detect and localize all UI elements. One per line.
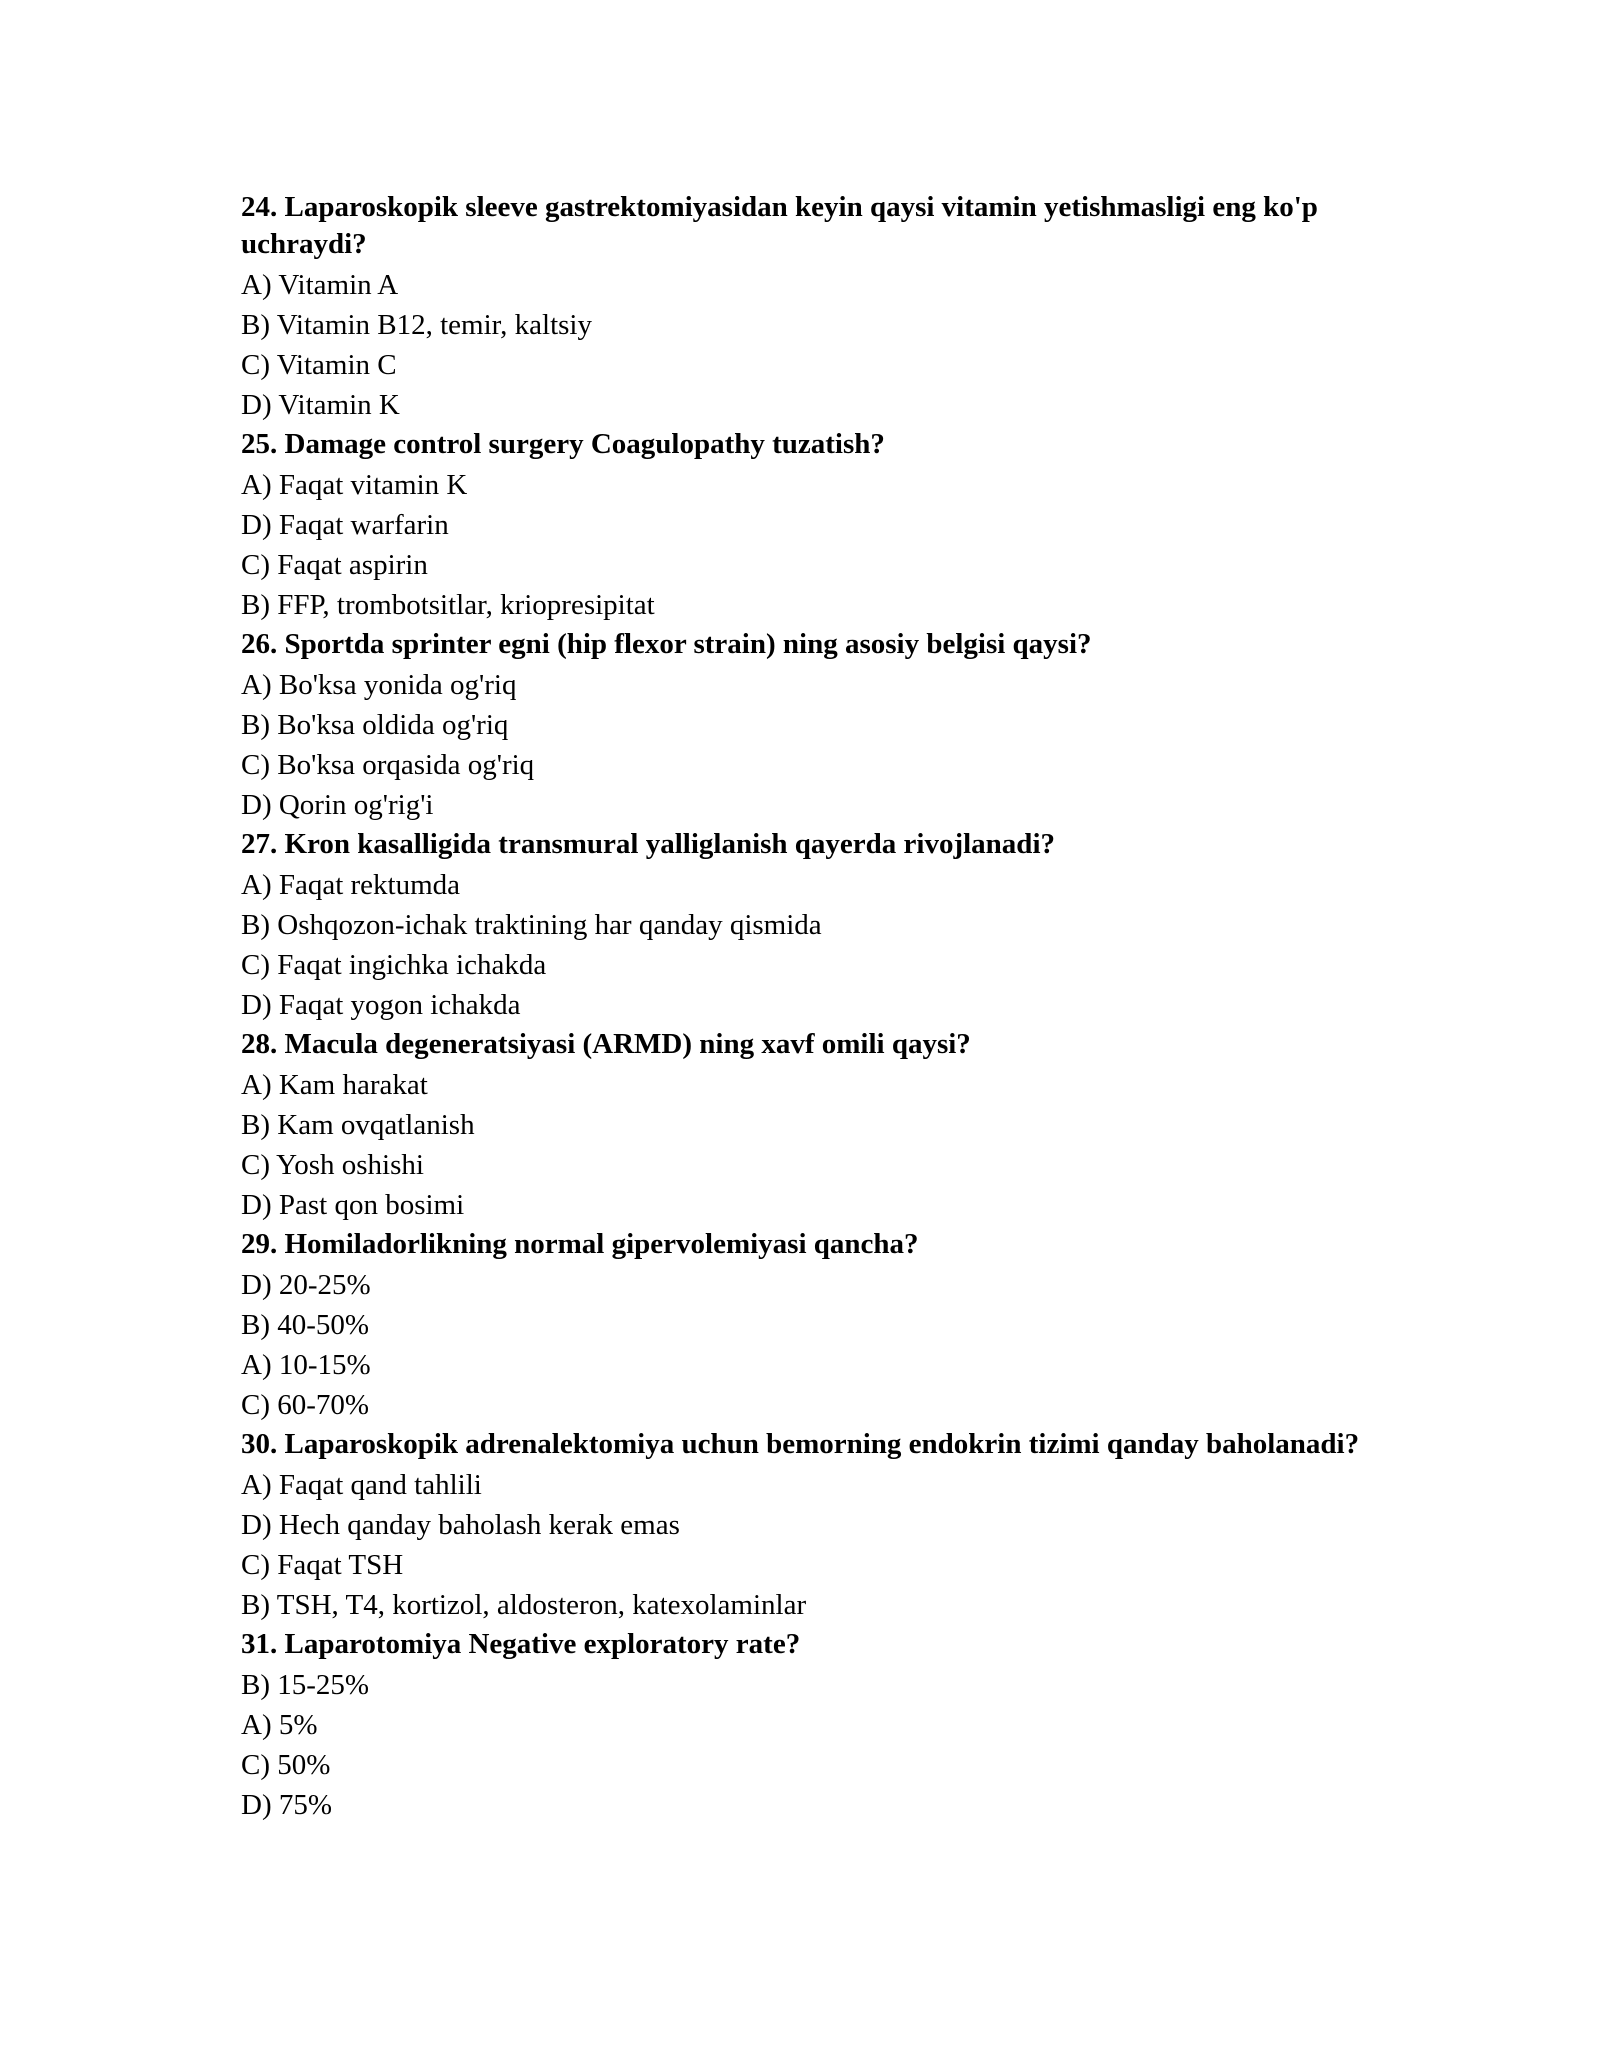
question-block bbox=[241, 1625, 1441, 1825]
answer-option: D) Faqat yogon ichakda bbox=[241, 989, 521, 1021]
answer-option: D) Vitamin K bbox=[241, 389, 400, 421]
question-title: 25. Damage control surgery Coagulopathy tuzatish? bbox=[241, 428, 885, 460]
answer-option: C) 50% bbox=[241, 1749, 331, 1781]
answer-option: A) Vitamin A bbox=[241, 269, 399, 301]
answer-option: D) Qorin og'rig'i bbox=[241, 789, 434, 821]
question-title: 31. Laparotomiya Negative exploratory rate? bbox=[241, 1628, 801, 1660]
answer-option: D) Hech qanday baholash kerak emas bbox=[241, 1509, 680, 1541]
answer-option: B) Bo'ksa oldida og'riq bbox=[241, 709, 509, 741]
answer-option: B) 15-25% bbox=[241, 1669, 370, 1701]
answer-option: C) 60-70% bbox=[241, 1389, 370, 1421]
answer-option: D) Past qon bosimi bbox=[241, 1189, 465, 1221]
question-block bbox=[241, 625, 1441, 825]
answer-option: A) 5% bbox=[241, 1709, 318, 1741]
answer-option: A) 10-15% bbox=[241, 1349, 371, 1381]
answer-option: B) Vitamin B12, temir, kaltsiy bbox=[241, 309, 592, 341]
answer-option: A) Faqat vitamin K bbox=[241, 469, 468, 501]
answer-option: B) Kam ovqatlanish bbox=[241, 1109, 475, 1141]
question-title: 29. Homiladorlikning normal gipervolemiyasi qancha? bbox=[241, 1228, 919, 1260]
question-block bbox=[241, 425, 1441, 625]
answer-option: A) Kam harakat bbox=[241, 1069, 428, 1101]
question-title: 26. Sportda sprinter egni (hip flexor strain) ning asosiy belgisi qaysi? bbox=[241, 628, 1092, 660]
answer-option: D) Faqat warfarin bbox=[241, 509, 449, 541]
question-block bbox=[241, 1425, 1441, 1625]
answer-option: C) Faqat aspirin bbox=[241, 549, 428, 581]
question-title: 27. Kron kasalligida transmural yalliglanish qayerda rivojlanadi? bbox=[241, 828, 1055, 860]
answer-option: B) 40-50% bbox=[241, 1309, 370, 1341]
answer-option: C) Bo'ksa orqasida og'riq bbox=[241, 749, 535, 781]
question-block bbox=[241, 1025, 1441, 1225]
answer-option: B) FFP, trombotsitlar, kriopresipitat bbox=[241, 589, 655, 621]
question-block bbox=[241, 825, 1441, 1025]
answer-option: C) Faqat TSH bbox=[241, 1549, 404, 1581]
question-block bbox=[241, 1225, 1441, 1425]
document-page bbox=[241, 188, 1441, 1825]
answer-option: C) Vitamin C bbox=[241, 349, 397, 381]
answer-option: D) 75% bbox=[241, 1789, 333, 1821]
answer-option: B) Oshqozon-ichak traktining har qanday qismida bbox=[241, 909, 822, 941]
question-title: 30. Laparoskopik adrenalektomiya uchun bemorning endokrin tizimi qanday baholanadi? bbox=[241, 1428, 1360, 1460]
answer-option: B) TSH, T4, kortizol, aldosteron, katexolaminlar bbox=[241, 1589, 807, 1621]
answer-option: C) Faqat ingichka ichakda bbox=[241, 949, 547, 981]
answer-option: A) Faqat rektumda bbox=[241, 869, 461, 901]
answer-option: A) Faqat qand tahlili bbox=[241, 1469, 482, 1501]
answer-option: A) Bo'ksa yonida og'riq bbox=[241, 669, 517, 701]
answer-option: C) Yosh oshishi bbox=[241, 1149, 424, 1181]
question-title: 28. Macula degeneratsiyasi (ARMD) ning xavf omili qaysi? bbox=[241, 1028, 971, 1060]
question-block bbox=[241, 188, 1441, 425]
question-title: 24. Laparoskopik sleeve gastrektomiyasidan keyin qaysi vitamin yetishmasligi eng ko'p uchraydi? bbox=[241, 191, 1318, 260]
answer-option: D) 20-25% bbox=[241, 1269, 371, 1301]
